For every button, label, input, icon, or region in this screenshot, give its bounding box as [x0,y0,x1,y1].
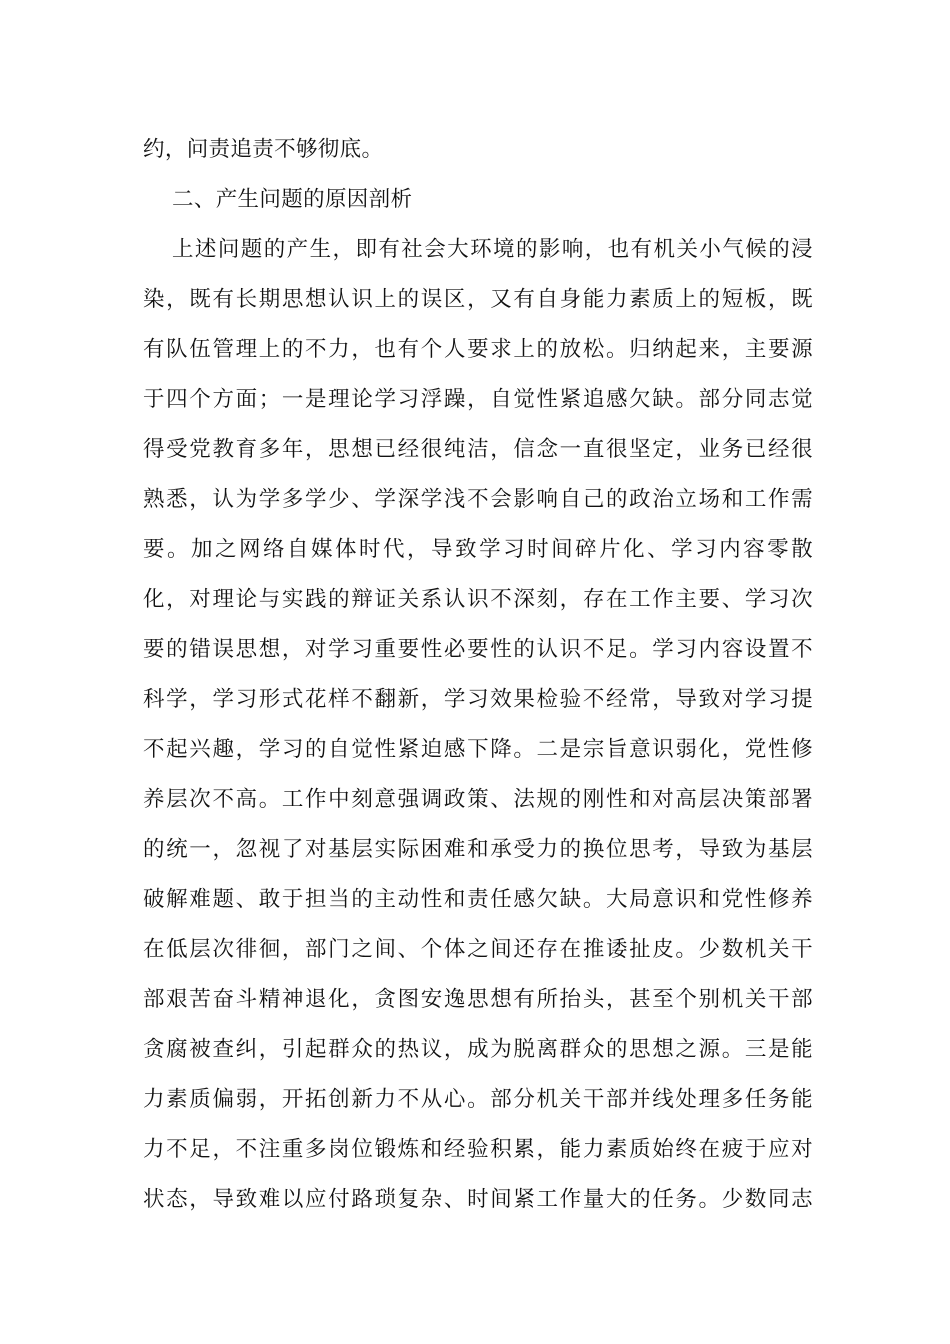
text-line: 有队伍管理上的不力，也有个人要求上的放松。归纳起来，主要源 [143,337,813,362]
text-line: 破解难题、敢于担当的主动性和责任感欠缺。大局意识和党性修养 [143,887,813,912]
text-line: 得受党教育多年，思想已经很纯洁，信念一直很坚定，业务已经很 [143,437,813,462]
section-heading: 二、产生问题的原因剖析 [172,187,413,212]
text-line: 要。加之网络自媒体时代，导致学习时间碎片化、学习内容零散 [143,537,813,562]
text-line: 力不足，不注重多岗位锻炼和经验积累，能力素质始终在疲于应对 [143,1137,813,1162]
text-line: 熟悉，认为学多学少、学深学浅不会影响自己的政治立场和工作需 [143,487,813,512]
text-line: 染，既有长期思想认识上的误区，又有自身能力素质上的短板，既 [143,287,813,312]
text-line: 部艰苦奋斗精神退化，贪图安逸思想有所抬头，甚至个别机关干部 [143,987,813,1012]
text-line: 科学，学习形式花样不翻新，学习效果检验不经常，导致对学习提 [143,687,813,712]
text-line: 于四个方面；一是理论学习浮躁，自觉性紧追感欠缺。部分同志觉 [143,387,813,412]
text-line: 养层次不高。工作中刻意强调政策、法规的刚性和对高层决策部署 [143,787,813,812]
text-line: 化，对理论与实践的辩证关系认识不深刻，存在工作主要、学习次 [143,587,813,612]
text-line: 状态，导致难以应付路琐复杂、时间紧工作量大的任务。少数同志 [143,1187,813,1212]
text-line: 力素质偏弱，开拓创新力不从心。部分机关干部并线处理多任务能 [143,1087,813,1112]
text-line: 上述问题的产生，即有社会大环境的影响，也有机关小气候的浸 [172,237,813,262]
text-line: 的统一，忽视了对基层实际困难和承受力的换位思考，导致为基层 [143,837,813,862]
text-line: 贪腐被查纠，引起群众的热议，成为脱离群众的思想之源。三是能 [143,1037,813,1062]
text-line: 在低层次徘徊，部门之间、个体之间还存在推诿扯皮。少数机关干 [143,937,813,962]
text-line: 约，问责追责不够彻底。 [143,137,384,162]
text-line: 不起兴趣，学习的自觉性紧迫感下降。二是宗旨意识弱化，党性修 [143,737,813,762]
text-line: 要的错误思想，对学习重要性必要性的认识不足。学习内容设置不 [143,637,813,662]
